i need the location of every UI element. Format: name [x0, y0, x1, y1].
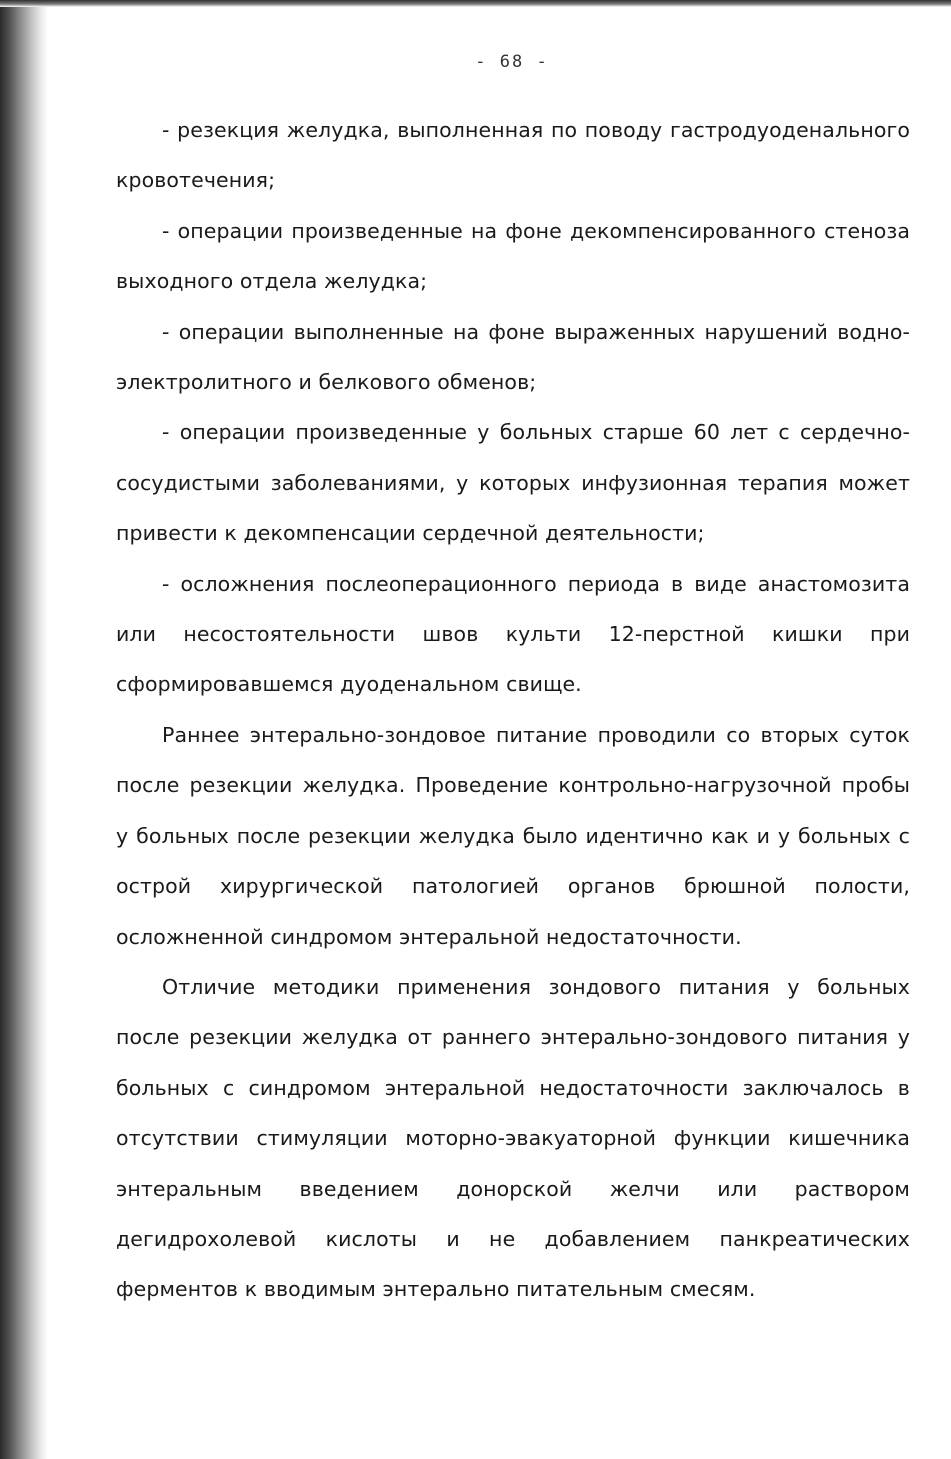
list-item: - резекция желудка, выполненная по поводу гастродуоденального кровотечения;	[116, 118, 910, 193]
list-item: - операции произведенные на фоне декомпенсированного стеноза выходного отдела желудка;	[116, 218, 910, 294]
list-item: - осложнения послеоперационного периода в виде анастомозита или несостоятельности швов культи 12-перстной кишки при сформировавшемся дуоденальном свище.	[116, 571, 910, 697]
paragraph: Отличие методики применения зондового питания у больных после резекции желудка от раннего энтерально-зондового питания у больных с синдромом энтеральной недостаточности заключалось в отсутствии стимуляции моторно-эвакуаторной функции кишечника энтеральным введением донорской желчи или раствором дегидрохолевой кислоты и не добавлением панкреатических ферментов к вводимым энтерально питательным смесям.	[116, 974, 910, 1302]
page-number: - 68 -	[475, 52, 549, 72]
list-item: - операции выполненные на фоне выраженных нарушений водно-электролитного и белкового обменов;	[116, 319, 910, 395]
document-page	[116, 0, 910, 1459]
list-item: - операции произведенные у больных старше 60 лет с сердечно-сосудистыми заболеваниями, у которых инфузионная терапия может привести к декомпенсации сердечной деятельности;	[116, 420, 910, 546]
scan-binding-shadow	[0, 0, 48, 1459]
paragraph: Раннее энтерально-зондовое питание проводили со вторых суток после резекции желудка. Проведение контрольно-нагрузочной пробы у больных после резекции желудка было идентично как и у больных с острой хирургической патологией органов брюшной полости, осложненной синдромом энтеральной недостаточности.	[116, 722, 910, 949]
document-body	[116, 105, 910, 1315]
